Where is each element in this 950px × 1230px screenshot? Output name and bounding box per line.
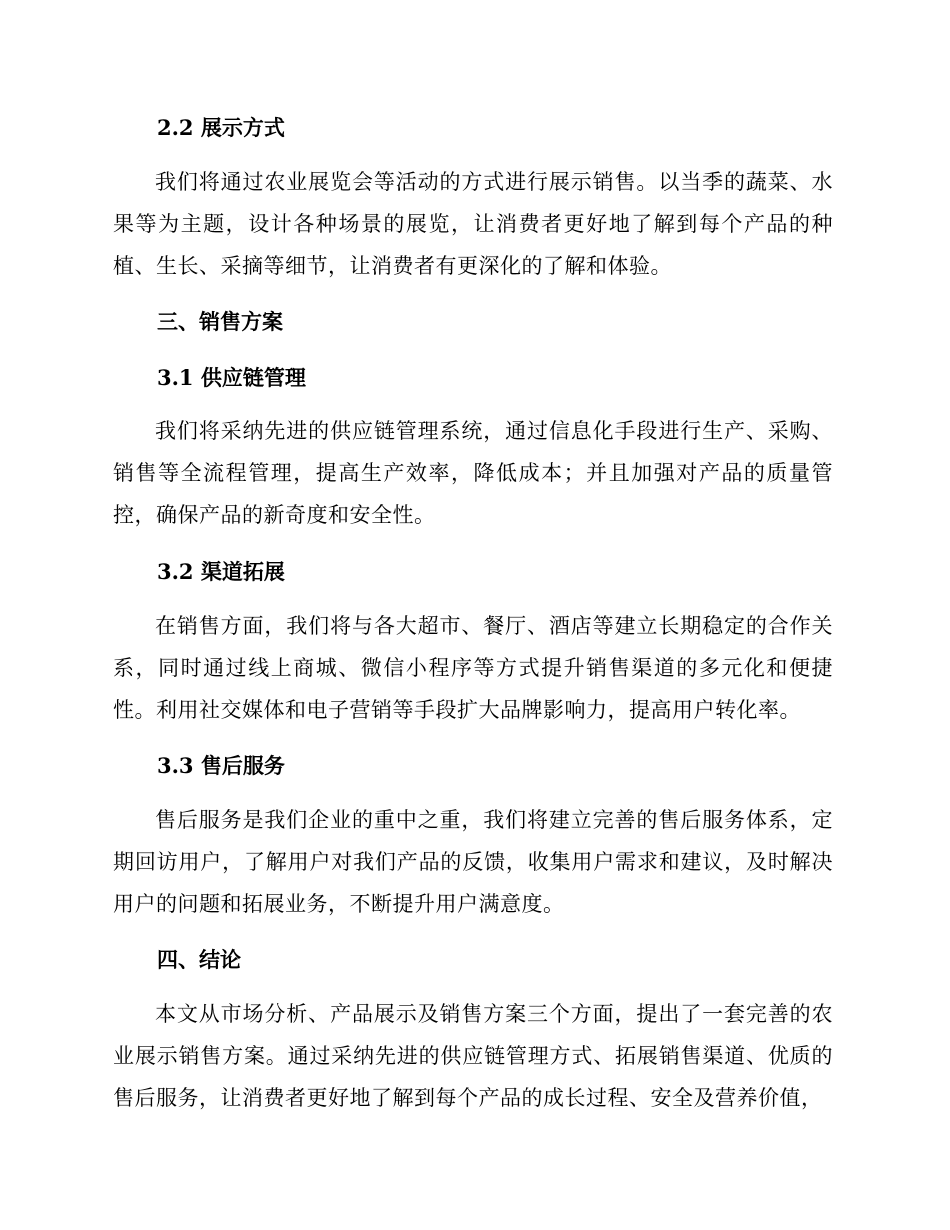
section-heading-2-2: 2.2 展示方式 — [157, 115, 285, 140]
section-heading-3-2: 3.2 渠道拓展 — [157, 559, 285, 584]
section-heading-3-3: 3.3 售后服务 — [157, 753, 285, 778]
section-paragraph-4: 本文从市场分析、产品展示及销售方案三个方面，提出了一套完善的农业展示销售方案。通过采纳先进的供应链管理方式、拓展销售渠道、优质的售后服务，让消费者更好地了解到每个产品的成长过程、安全及营养价值， — [113, 1002, 833, 1110]
section-heading-3: 三、销售方案 — [157, 309, 283, 334]
section-paragraph-2-2: 我们将通过农业展览会等活动的方式进行展示销售。以当季的蔬菜、水果等为主题，设计各种场景的展览，让消费者更好地了解到每个产品的种植、生长、采摘等细节，让消费者有更深化的了解和体验。 — [113, 170, 833, 278]
section-paragraph-3-3: 售后服务是我们企业的重中之重，我们将建立完善的售后服务体系，定期回访用户，了解用户对我们产品的反馈，收集用户需求和建议，及时解决用户的问题和拓展业务，不断提升用户满意度。 — [113, 808, 833, 916]
section-heading-3-1: 3.1 供应链管理 — [157, 365, 306, 390]
section-paragraph-3-2: 在销售方面，我们将与各大超市、餐厅、酒店等建立长期稳定的合作关系，同时通过线上商城、微信小程序等方式提升销售渠道的多元化和便捷性。利用社交媒体和电子营销等手段扩大品牌影响力，提高用户转化率。 — [113, 614, 833, 722]
section-paragraph-3-1: 我们将采纳先进的供应链管理系统，通过信息化手段进行生产、采购、销售等全流程管理，提高生产效率，降低成本；并且加强对产品的质量管控，确保产品的新奇度和安全性。 — [113, 419, 833, 527]
section-heading-4: 四、结论 — [157, 947, 241, 972]
